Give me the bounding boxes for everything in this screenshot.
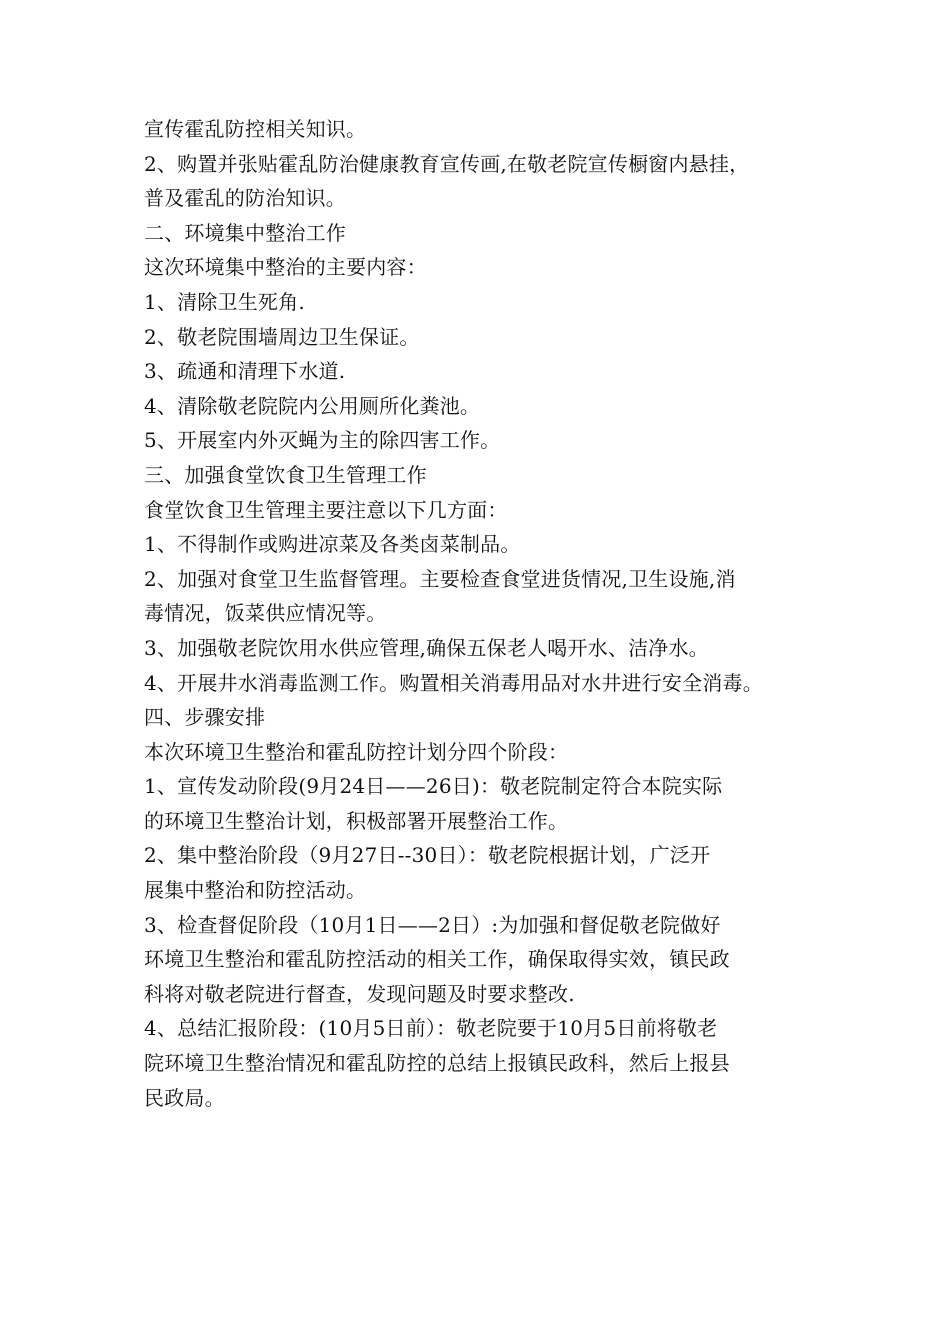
text-line: 毒情况，饭菜供应情况等。 <box>144 601 387 626</box>
list-item: 3、加强敬老院饮用水供应管理,确保五保老人喝开水、洁净水。 <box>144 635 709 660</box>
text-line: 普及霍乱的防治知识。 <box>144 186 346 211</box>
section-heading: 三、加强食堂饮食卫生管理工作 <box>144 462 427 487</box>
text-line: 食堂饮食卫生管理主要注意以下几方面： <box>144 497 508 522</box>
text-line: 环境卫生整治和霍乱防控活动的相关工作，确保取得实效，镇民政 <box>144 947 730 972</box>
list-item: 5、开展室内外灭蝇为主的除四害工作。 <box>144 428 501 453</box>
section-heading: 二、环境集中整治工作 <box>144 220 346 245</box>
text-line: 展集中整治和防控活动。 <box>144 878 367 903</box>
list-item: 1、不得制作或购进凉菜及各类卤菜制品。 <box>144 532 521 557</box>
text-line: 科将对敬老院进行督查，发现问题及时要求整改. <box>144 981 575 1006</box>
list-item: 2、加强对食堂卫生监督管理。主要检查食堂进货情况,卫生设施,消 <box>144 566 736 591</box>
list-item: 4、开展井水消毒监测工作。购置相关消毒用品对水井进行安全消毒。 <box>144 670 763 695</box>
text-line: 的环境卫生整治计划，积极部署开展整治工作。 <box>144 808 569 833</box>
document-body <box>144 112 824 1115</box>
text-line: 2、购置并张贴霍乱防治健康教育宣传画,在敬老院宣传橱窗内悬挂， <box>144 151 750 176</box>
list-item: 1、清除卫生死角. <box>144 289 305 314</box>
text-line: 这次环境集中整治的主要内容： <box>144 255 427 280</box>
list-item: 2、集中整治阶段（9月27日--30日）：敬老院根据计划，广泛开 <box>144 843 711 868</box>
text-line: 本次环境卫生整治和霍乱防控计划分四个阶段： <box>144 739 569 764</box>
list-item: 4、总结汇报阶段：(10月5日前）：敬老院要于10月5日前将敬老 <box>144 1016 718 1041</box>
list-item: 4、清除敬老院院内公用厕所化粪池。 <box>144 393 481 418</box>
list-item: 3、疏通和清理下水道. <box>144 359 346 384</box>
text-line: 宣传霍乱防控相关知识。 <box>144 117 367 141</box>
text-line: 民政局。 <box>144 1085 225 1110</box>
list-item: 2、敬老院围墙周边卫生保证。 <box>144 324 420 349</box>
list-item: 3、检查督促阶段（10月1日——2日）:为加强和督促敬老院做好 <box>144 912 721 937</box>
list-item: 1、宣传发动阶段(9月24日——26日)：敬老院制定符合本院实际 <box>144 774 723 799</box>
section-heading: 四、步骤安排 <box>144 705 266 730</box>
text-line: 院环境卫生整治情况和霍乱防控的总结上报镇民政科，然后上报县 <box>144 1051 730 1076</box>
